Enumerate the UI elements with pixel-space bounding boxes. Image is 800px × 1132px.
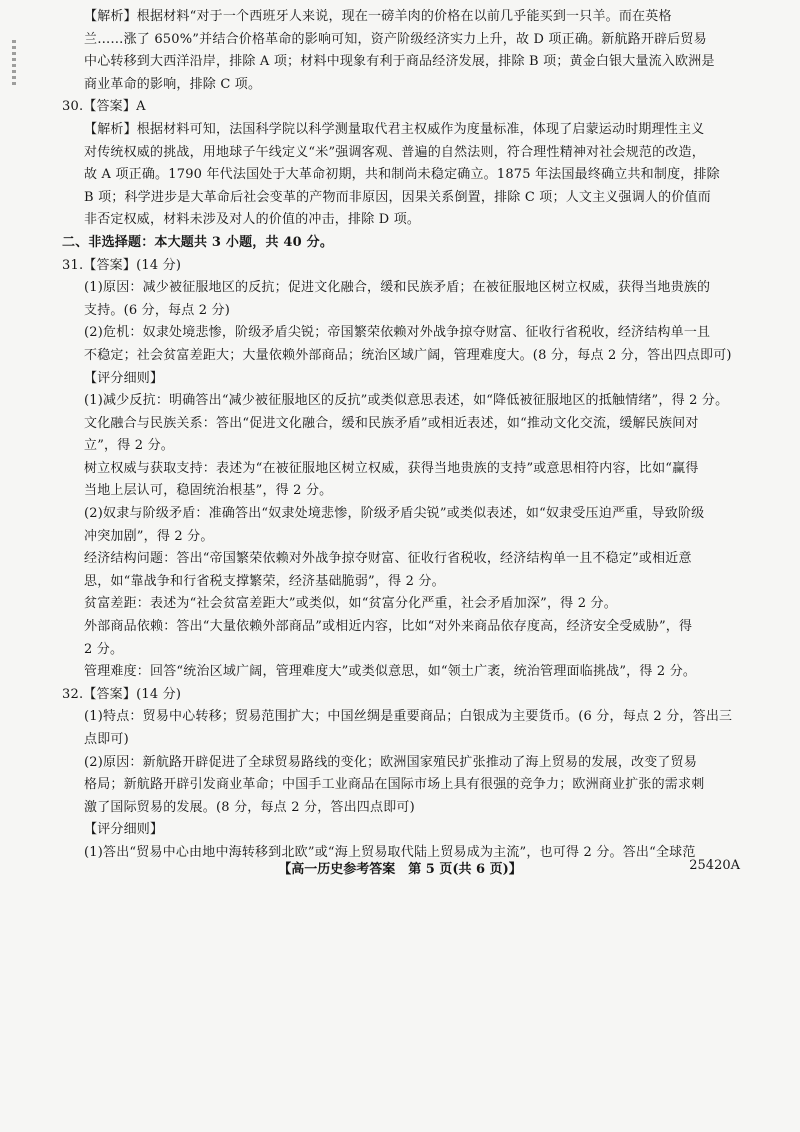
text-line: 2 分。 xyxy=(84,641,124,657)
text-line: 【解析】根据材料“对于一个西班牙人来说，现在一磅羊肉的价格在以前几乎能买到一只羊。而在英格 xyxy=(84,9,672,24)
text-line: (1)原因：减少被征服地区的反抗；促进文化融合，缓和民族矛盾；在被征服地区树立权威，获得当地贵族的 xyxy=(84,280,711,296)
text-line: 支持。(6 分，每点 2 分) xyxy=(84,302,231,318)
text-line: 二、非选择题：本大题共 3 小题，共 40 分。 xyxy=(62,234,334,250)
text-line: 【评分细则】 xyxy=(84,370,164,386)
text-line: (2)奴隶与阶级矛盾：准确答出“奴隶处境悲惨，阶级矛盾尖锐”或类似表述，如“奴隶受压迫严重，导致阶级 xyxy=(84,506,705,522)
text-line: 故 A 项正确。1790 年代法国处于大革命初期，共和制尚未稳定确立。1875 年法国最终确立共和制度，排除 xyxy=(84,167,720,183)
page-footer xyxy=(0,858,800,882)
footer-code: 25420A xyxy=(689,858,740,873)
text-line: 文化融合与民族关系：答出“促进文化融合，缓和民族矛盾”或相近表述，如“推动文化交流，缓解民族间对 xyxy=(84,415,699,431)
text-line: 点即可) xyxy=(84,732,129,747)
text-line: 经济结构问题：答出“帝国繁荣依赖对外战争掠夺财富、征收行省税收，经济结构单一且不稳定”或相近意 xyxy=(84,551,692,567)
binding-margin-mark xyxy=(12,40,16,86)
footer-title: 【高一历史参考答案 第 5 页(共 6 页)】 xyxy=(278,862,522,877)
text-line: 不稳定；社会贫富差距大；大量依赖外部商品；统治区域广阔，管理难度大。(8 分，每点 2 分，答出四点即可) xyxy=(84,347,732,363)
text-line: 冲突加剧”，得 2 分。 xyxy=(84,528,214,544)
text-line: 思，如“靠战争和行省税支撑繁荣，经济基础脆弱”，得 2 分。 xyxy=(84,573,445,589)
text-line: 激了国际贸易的发展。(8 分，每点 2 分，答出四点即可) xyxy=(84,799,415,815)
text-line: B 项；科学进步是大革命后社会变革的产物而非原因，因果关系倒置，排除 C 项；人文主义强调人的价值而 xyxy=(84,189,711,205)
answer-content xyxy=(62,6,756,865)
text-line: 30.【答案】A xyxy=(62,99,146,115)
text-line: 对传统权威的挑战，用地球子午线定义“米”强调客观、普遍的自然法则，符合理性精神对社会规范的改造， xyxy=(84,144,705,160)
text-line: 管理难度：回答“统治区域广阔，管理难度大”或类似意思，如“领土广袤，统治管理面临挑战”，得 2 分。 xyxy=(84,664,697,680)
text-line: (2)危机：奴隶处境悲惨，阶级矛盾尖锐；帝国繁荣依赖对外战争掠夺财富、征收行省税收，经济结构单一且 xyxy=(84,325,711,341)
text-line: 格局；新航路开辟引发商业革命；中国手工业商品在国际市场上具有很强的竞争力；欧洲商业扩张的需求刺 xyxy=(84,777,705,793)
text-line: 兰……涨了 650%”并结合价格革命的影响可知，资产阶级经济实力上升，故 D 项正确。新航路开辟后贸易 xyxy=(84,31,707,47)
text-line: 【评分细则】 xyxy=(84,822,164,838)
text-line: 贫富差距：表述为“社会贫富差距大”或类似，如“贫富分化严重，社会矛盾加深”，得 2 分。 xyxy=(84,596,617,612)
text-line: (2)原因：新航路开辟促进了全球贸易路线的变化；欧洲国家殖民扩张推动了海上贸易的发展，改变了贸易 xyxy=(84,754,698,770)
text-line: (1)特点：贸易中心转移；贸易范围扩大；中国丝绸是重要商品；白银成为主要货币。(6 分，每点 2 分，答出三 xyxy=(84,709,733,725)
text-line: 非否定权威，材料未涉及对人的价值的冲击，排除 D 项。 xyxy=(84,212,421,228)
text-line: 商业革命的影响，排除 C 项。 xyxy=(84,76,262,92)
text-line: 31.【答案】(14 分) xyxy=(62,257,182,273)
text-line: 当地上层认可，稳固统治根基”，得 2 分。 xyxy=(84,483,333,499)
text-line: 32.【答案】(14 分) xyxy=(62,686,182,702)
text-line: (1)答出“贸易中心由地中海转移到北欧”或“海上贸易取代陆上贸易成为主流”，也可得 2 分。答出“全球范 xyxy=(84,844,696,860)
text-line: 【解析】根据材料可知，法国科学院以科学测量取代君主权威作为度量标准，体现了启蒙运动时期理性主义 xyxy=(84,121,705,137)
text-line: 外部商品依赖：答出“大量依赖外部商品”或相近内容，比如“对外来商品依存度高，经济安全受威胁”，得 xyxy=(84,619,693,635)
text-line: 立”，得 2 分。 xyxy=(84,438,174,454)
text-line: 中心转移到大西洋沿岸，排除 A 项；材料中现象有利于商品经济发展，排除 B 项；黄金白银大量流入欧洲是 xyxy=(84,54,715,70)
text-line: (1)减少反抗：明确答出“减少被征服地区的反抗”或类似意思表述，如“降低被征服地区的抵触情绪”，得 2 分。 xyxy=(84,393,729,409)
text-line: 树立权威与获取支持：表述为“在被征服地区树立权威，获得当地贵族的支持”或意思相符内容，比如“赢得 xyxy=(84,460,699,476)
